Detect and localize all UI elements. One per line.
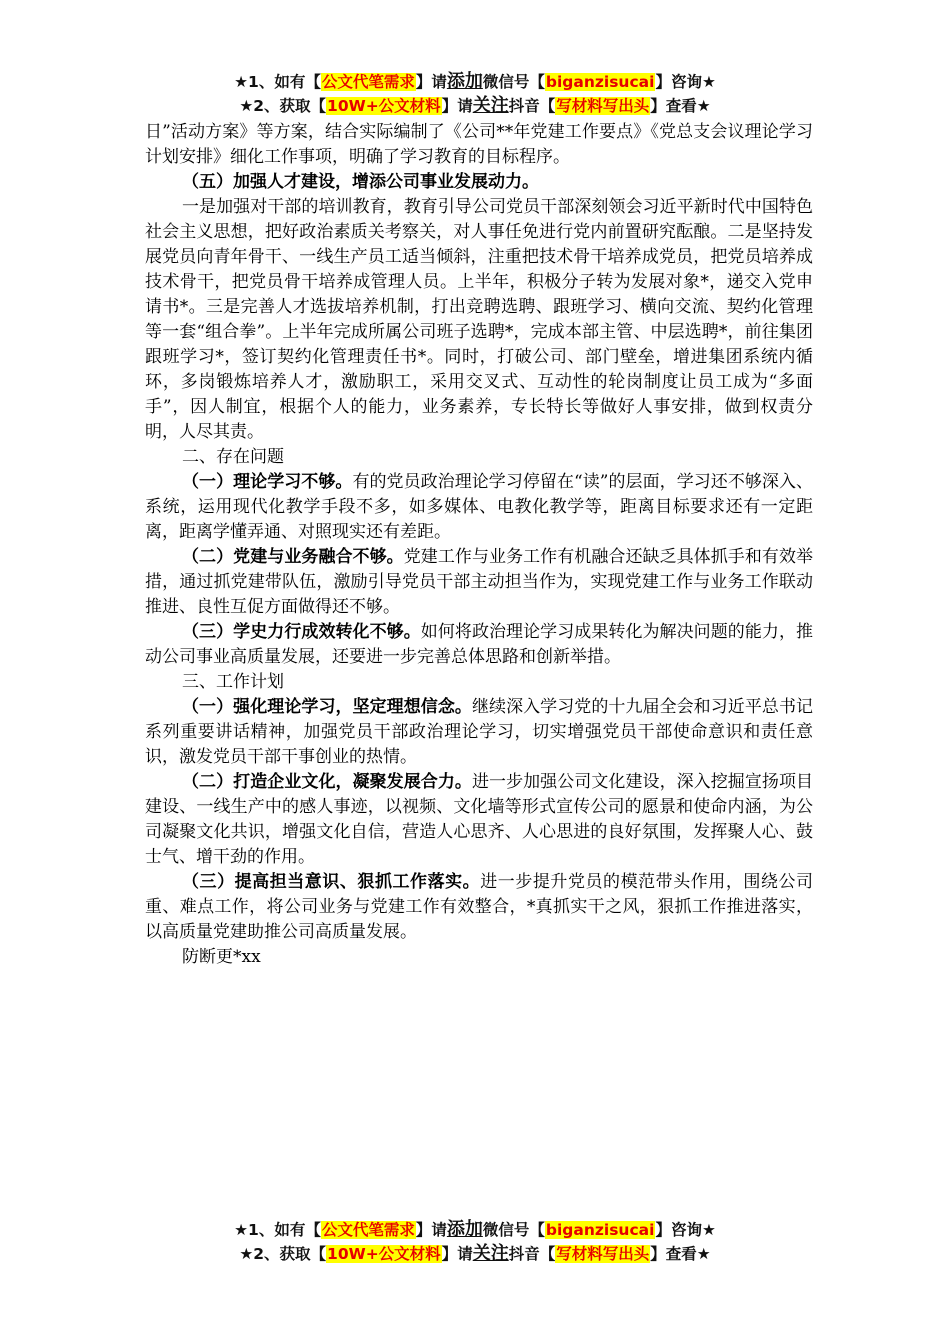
paragraph-lead: （二）打造企业文化，凝聚发展合力。: [182, 772, 472, 792]
paragraph-lead: （一）理论学习不够。: [182, 472, 353, 492]
paragraph-text: 进一步提升党员的模范带头作用，围绕公司重、难点工作，将公司业务与党建工作有效整合，*真抓实干之风，狠抓工作推进落实，以高质量党建助推公司高质量发展。: [145, 872, 814, 942]
top-banner: [0, 70, 950, 118]
banner-text: 抖音【: [508, 1245, 556, 1263]
paragraph-text: 有的党员政治理论学习停留在“读”的层面，学习还不够深入、系统，运用现代化教学手段不多，如多媒体、电教化教学等，距离目标要求还有一定距离，距离学懂弄通、对照现实还有差距。: [145, 472, 813, 542]
paragraph: [145, 695, 813, 770]
banner-highlight: 公文代笔需求: [321, 73, 415, 91]
banner-text: ★1、如有【: [234, 1221, 321, 1239]
paragraph-text: 一是加强对干部的培训教育，教育引导公司党员干部深刻领会习近平新时代中国特色社会主义思想，把好政治素质关考察关，对人事任免进行党内前置研究酝酿。二是坚持发展党员向青年骨干、一线生产员工适当倾斜，注重把技术骨干培养成党员，把党员培养成技术骨干，把党员骨干培养成管理人员。上半年，积极分子转为发展对象*，递交入党申请书*。三是完善人才选拔培养机制，打出竞聘选聘、跟班学习、横向交流、契约化管理等一套“组合拳”。上半年完成所属公司班子选聘*，完成本部主管、中层选聘*，前往集团跟班学习*，签订契约化管理责任书*。同时，打破公司、部门壁垒，增进集团系统内循环，多岗锻炼培养人才，激励职工，采用交叉式、互动性的轮岗制度让员工成为“多面手”，因人制宜，根据个人的能力，业务素养，专长特长等做好人事安排，做到权责分明，人尽其责。: [145, 197, 813, 442]
section-heading: [145, 670, 813, 695]
banner-line-1: [0, 1218, 950, 1242]
banner-text: 】请: [441, 97, 473, 115]
heading-text: 二、存在问题: [182, 447, 284, 467]
banner-emphasis: 添加: [446, 71, 483, 92]
paragraph: [145, 470, 813, 545]
banner-text: ★2、获取【: [239, 1245, 327, 1263]
banner-text: 微信号【: [482, 73, 545, 91]
paragraph: [145, 945, 813, 970]
banner-text: 微信号【: [482, 1221, 545, 1239]
banner-line-2: [0, 94, 950, 118]
paragraph-text: 继续深入学习党的十九届全会和习近平总书记系列重要讲话精神，加强党员干部政治理论学习，切实增强党员干部使命意识和责任意识，激发党员干部干事创业的热情。: [145, 697, 814, 767]
banner-line-1: [0, 70, 950, 94]
banner-text: 】请: [441, 1245, 473, 1263]
banner-line-2: [0, 1242, 950, 1266]
banner-highlight: biganzisucai: [545, 73, 655, 91]
paragraph: [145, 120, 813, 170]
paragraph: [145, 620, 813, 670]
section-heading: [145, 445, 813, 470]
paragraph-lead: （三）提高担当意识、狠抓工作落实。: [182, 872, 481, 892]
banner-text: 】请: [415, 1221, 447, 1239]
paragraph: [145, 545, 813, 620]
banner-highlight: 写材料写出头: [556, 1245, 650, 1263]
heading-text: （五）加强人才建设，增添公司事业发展动力。: [182, 172, 539, 192]
paragraph: [145, 870, 813, 945]
banner-highlight: 10W+公文材料: [327, 97, 441, 115]
banner-text: 】查看★: [650, 1245, 711, 1263]
banner-text: 】请: [415, 73, 447, 91]
banner-emphasis: 添加: [446, 1219, 483, 1240]
paragraph-text: 防断更*xx: [182, 947, 261, 967]
paragraph-text: 日”活动方案》等方案，结合实际编制了《公司**年党建工作要点》《党总支会议理论学习计划安排》细化工作事项，明确了学习教育的目标程序。: [145, 122, 813, 167]
paragraph-text: 党建工作与业务工作有机融合还缺乏具体抓手和有效举措，通过抓党建带队伍，激励引导党员干部主动担当作为，实现党建工作与业务工作联动推进、良性互促方面做得还不够。: [145, 547, 814, 617]
paragraph: [145, 195, 813, 445]
paragraph-text: 如何将政治理论学习成果转化为解决问题的能力，推动公司事业高质量发展，还要进一步完善总体思路和创新举措。: [145, 622, 814, 667]
paragraph-lead: （二）党建与业务融合不够。: [182, 547, 404, 567]
banner-highlight: biganzisucai: [545, 1221, 655, 1239]
paragraph: [145, 770, 813, 870]
banner-highlight: 公文代笔需求: [321, 1221, 415, 1239]
paragraph-lead: （一）强化理论学习，坚定理想信念。: [182, 697, 472, 717]
banner-text: 】咨询★: [655, 73, 716, 91]
banner-emphasis: 关注: [472, 1243, 509, 1264]
banner-highlight: 写材料写出头: [556, 97, 650, 115]
section-heading: [145, 170, 813, 195]
bottom-banner: [0, 1218, 950, 1266]
paragraph-text: 进一步加强公司文化建设，深入挖掘宣扬项目建设、一线生产中的感人事迹，以视频、文化墙等形式宣传公司的愿景和使命内涵，为公司凝聚文化共识，增强文化自信，营造人心思齐、人心思进的良好氛围，发挥聚人心、鼓士气、增干劲的作用。: [145, 772, 814, 867]
banner-text: ★1、如有【: [234, 73, 321, 91]
banner-highlight: 10W+公文材料: [327, 1245, 441, 1263]
banner-text: 抖音【: [508, 97, 556, 115]
banner-emphasis: 关注: [472, 95, 509, 116]
heading-text: 三、工作计划: [182, 672, 284, 692]
banner-text: ★2、获取【: [239, 97, 327, 115]
paragraph-lead: （三）学史力行成效转化不够。: [182, 622, 421, 642]
banner-text: 】查看★: [650, 97, 711, 115]
banner-text: 】咨询★: [655, 1221, 716, 1239]
document-body: [145, 120, 813, 970]
